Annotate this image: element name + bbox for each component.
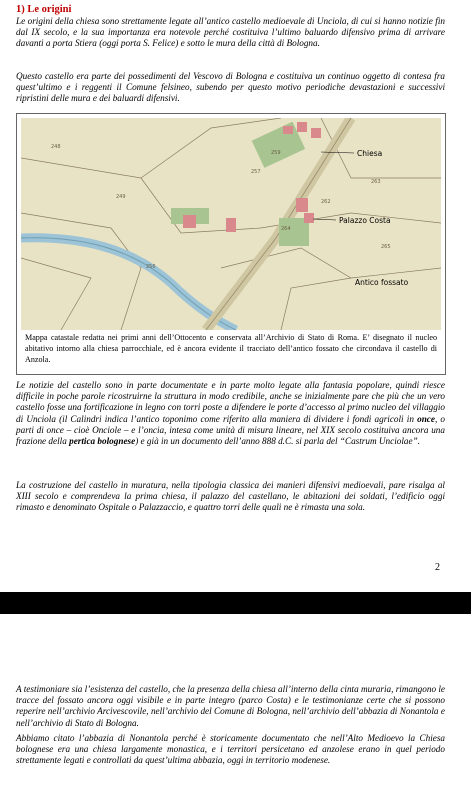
cadastral-map	[21, 118, 441, 330]
map-label-fossato: Antico fossato	[355, 278, 409, 287]
svg-text:248: 248	[51, 144, 61, 150]
page-separator	[0, 592, 471, 614]
building	[283, 126, 293, 134]
section-heading: 1) Le origini	[16, 4, 72, 15]
paragraph-nonantola: Abbiamo citato l’abbazia di Nonantola perché è storicamente documentato che nell’Alto Medioevo la Chiesa bolognese era una chiesa largamente monastica, e i territori persicetano ed anzolese erano in quel periodo strettamente legati e controllati da quest’ultima abbazia, oggi in territorio modenese.	[16, 733, 445, 766]
paragraph-castle-possessions: Questo castello era parte dei possedimenti del Vescovo di Bologna e costituiva un continuo oggetto di contesa fra quest’ultimo e i reggenti il Comune felsineo, subendo per questo motivo periodiche devastazioni e successivi ripristini delle mura e dei baluardi difensivi.	[16, 71, 445, 104]
svg-text:264: 264	[281, 226, 291, 232]
building	[183, 215, 196, 228]
paragraph-origins: Le origini della chiesa sono strettamente legate all’antico castello medioevale di Unciola, di cui si hanno notizie fin dal IX secolo, e la sua importanza era notevole perché costituiva l’ultimo baluardo difensivo prima di arrivare davanti a porta Stiera (oggi porta S. Felice) e sotto le mura della città di Bologna.	[16, 16, 445, 49]
svg-text:265: 265	[381, 244, 391, 250]
building	[304, 213, 314, 223]
map-label-palazzo: Palazzo Costa	[339, 216, 391, 225]
building	[296, 198, 308, 212]
building	[297, 122, 307, 132]
building	[226, 218, 236, 232]
building	[311, 128, 321, 138]
svg-text:249: 249	[116, 194, 126, 200]
paragraph-castle-construction: La costruzione del castello in muratura, nella tipologia classica dei manieri difensivi medioevali, pare risalga al XIII secolo e comprendeva la prima chiesa, il palazzo del castellano, le abitazioni dei soldati, l’edificio oggi rimasto e denominato Ospitale o Palazzaccio, e quattro torri delle quali ne è rimasta una sola.	[16, 480, 445, 513]
svg-text:259: 259	[271, 150, 281, 156]
paragraph-testimony: A testimoniare sia l’esistenza del castello, che la presenza della chiesa all’interno della cinta muraria, rimangono le tracce del fossato ancora oggi visibile e in parte integro (parco Costa) e le testimonianze certe che si possono reperire nell’archivio Arcivescovile, nell’archivio del Comune di Bologna, nell’archivio dell’abbazia di Nonantola e nell’archivio di Stato di Bologna.	[16, 684, 445, 728]
svg-text:256: 256	[146, 264, 156, 270]
map-label-chiesa: Chiesa	[357, 149, 383, 158]
svg-text:263: 263	[371, 179, 381, 185]
map-caption: Mappa catastale redatta nei primi anni dell’Ottocento e conservata all’Archivio di Stato di Roma. E’ disegnato il nucleo abitativo intorno alla chiesa parrocchiale, ed è ancora evidente il tracciato dell’antico fossato che circondava il castello di Anzola.	[25, 333, 437, 364]
paragraph-castle-history: Le notizie del castello sono in parte documentate e in parte molto legate alla fantasia popolare, quindi riesce difficile in poche parole ricostruirne la struttura in modo credibile, anche se inizialmente pare che più che un vero castello fosse una fortificazione in legno con torri poste a difendere le porte d’accesso al primo nucleo del villaggio di Unciola (il Calindri indica l’antico toponimo come riferito alla maniera di dividere i fondi agricoli in once, o parti di once – cioè Onciole – e l’oncia, intesa come unità di misura lineare, nel XIX secolo costituiva ancora una frazione della pertica bolognese) e già in un documento dell’anno 888 d.C. si parla del “Castrum Unciolae”.	[16, 380, 446, 447]
page-number: 2	[435, 562, 440, 573]
map-figure	[16, 113, 446, 375]
svg-text:262: 262	[321, 199, 331, 205]
document-page-2	[0, 614, 471, 809]
svg-text:257: 257	[251, 169, 261, 175]
